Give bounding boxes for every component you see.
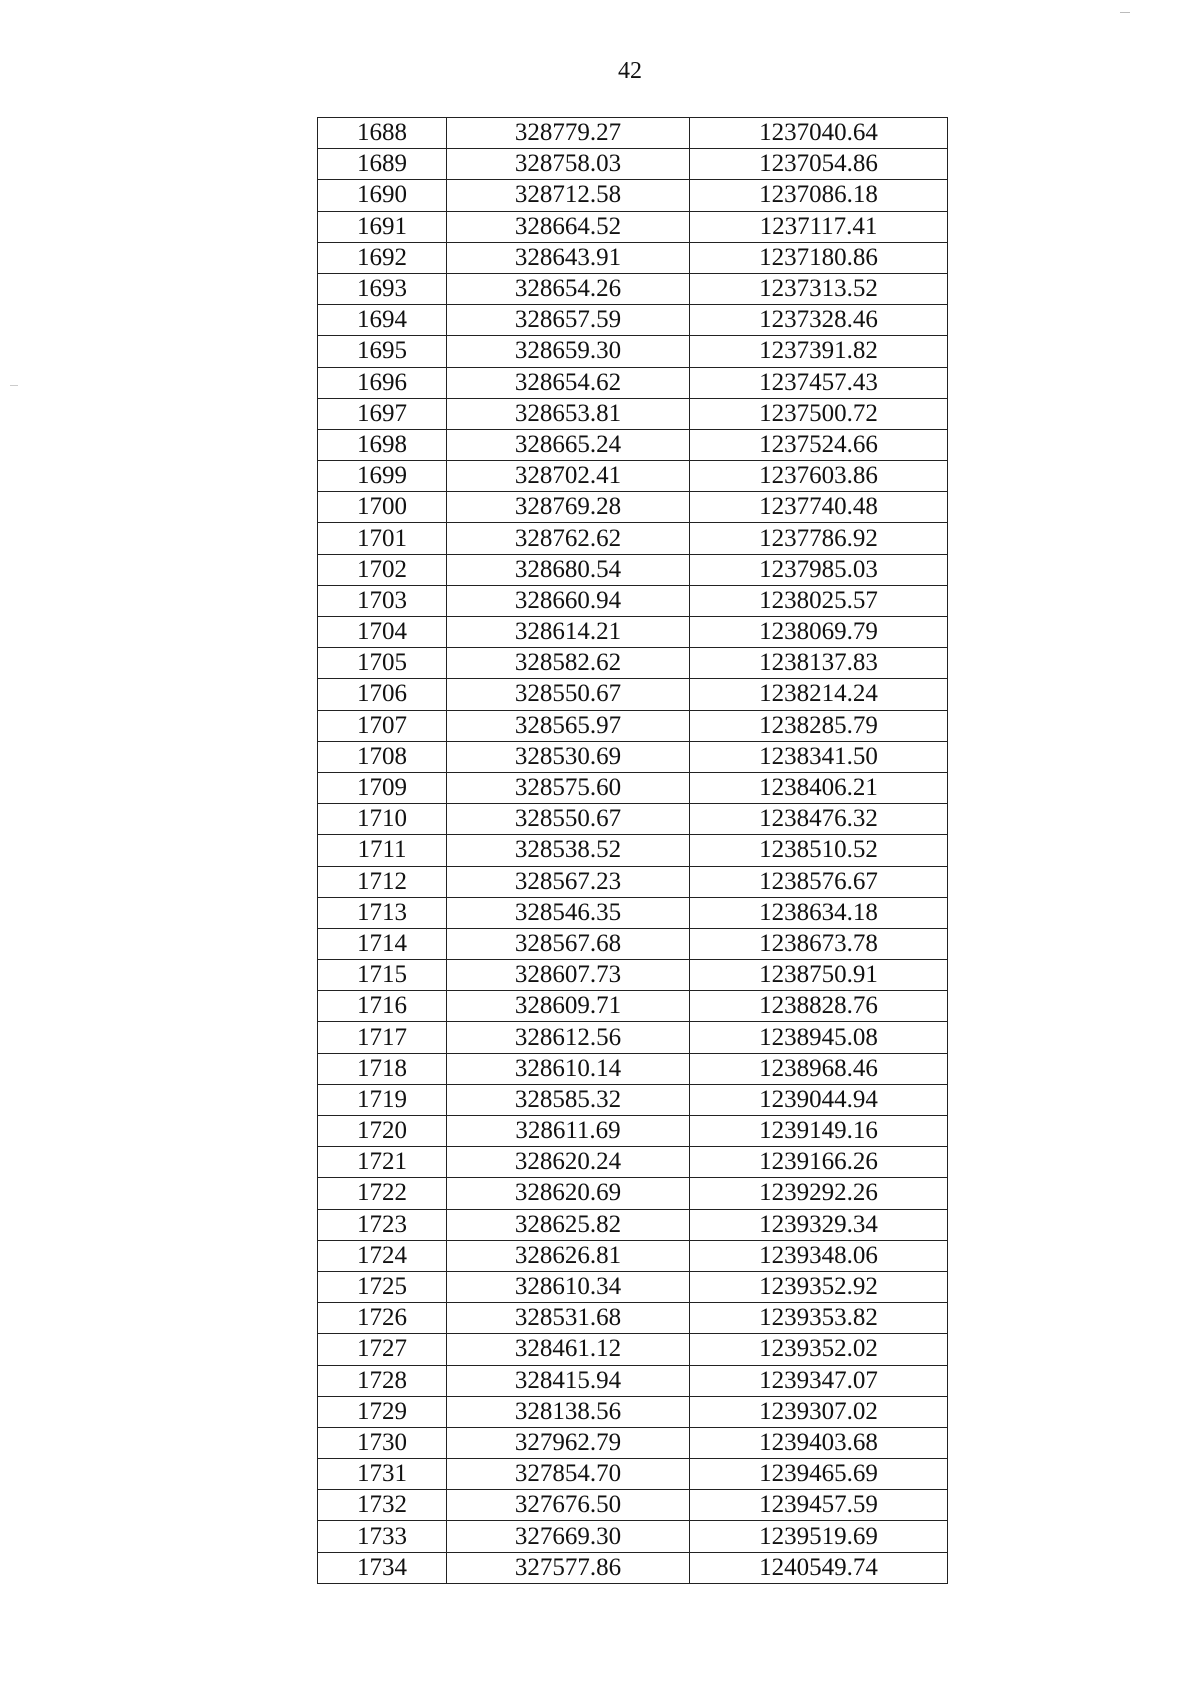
point-number-cell: 1690 [318, 180, 447, 211]
table-row [318, 585, 948, 616]
x-coordinate-cell: 328643.91 [447, 242, 690, 273]
y-coordinate-cell: 1237740.48 [690, 492, 948, 523]
x-coordinate-cell: 328550.67 [447, 679, 690, 710]
point-number-cell: 1718 [318, 1053, 447, 1084]
point-number-cell: 1712 [318, 866, 447, 897]
table-row [318, 1053, 948, 1084]
table-row [318, 617, 948, 648]
y-coordinate-cell: 1239166.26 [690, 1147, 948, 1178]
point-number-cell: 1720 [318, 1116, 447, 1147]
x-coordinate-cell: 327577.86 [447, 1552, 690, 1583]
x-coordinate-cell: 328550.67 [447, 804, 690, 835]
y-coordinate-cell: 1237054.86 [690, 149, 948, 180]
point-number-cell: 1709 [318, 772, 447, 803]
point-number-cell: 1722 [318, 1178, 447, 1209]
x-coordinate-cell: 328612.56 [447, 1022, 690, 1053]
point-number-cell: 1713 [318, 897, 447, 928]
y-coordinate-cell: 1237040.64 [690, 118, 948, 149]
y-coordinate-cell: 1237500.72 [690, 398, 948, 429]
x-coordinate-cell: 327854.70 [447, 1459, 690, 1490]
y-coordinate-cell: 1237313.52 [690, 273, 948, 304]
y-coordinate-cell: 1237180.86 [690, 242, 948, 273]
coordinates-table [317, 117, 948, 1584]
y-coordinate-cell: 1237391.82 [690, 336, 948, 367]
point-number-cell: 1714 [318, 928, 447, 959]
x-coordinate-cell: 328680.54 [447, 554, 690, 585]
y-coordinate-cell: 1237985.03 [690, 554, 948, 585]
x-coordinate-cell: 328620.69 [447, 1178, 690, 1209]
x-coordinate-cell: 327962.79 [447, 1427, 690, 1458]
point-number-cell: 1727 [318, 1334, 447, 1365]
x-coordinate-cell: 328620.24 [447, 1147, 690, 1178]
table-row [318, 429, 948, 460]
table-row [318, 180, 948, 211]
y-coordinate-cell: 1238214.24 [690, 679, 948, 710]
x-coordinate-cell: 328461.12 [447, 1334, 690, 1365]
y-coordinate-cell: 1240549.74 [690, 1552, 948, 1583]
scan-artifact-mark [1120, 12, 1130, 13]
x-coordinate-cell: 327669.30 [447, 1521, 690, 1552]
y-coordinate-cell: 1237524.66 [690, 429, 948, 460]
y-coordinate-cell: 1239149.16 [690, 1116, 948, 1147]
point-number-cell: 1698 [318, 429, 447, 460]
y-coordinate-cell: 1239347.07 [690, 1365, 948, 1396]
y-coordinate-cell: 1238673.78 [690, 928, 948, 959]
point-number-cell: 1705 [318, 648, 447, 679]
table-row [318, 772, 948, 803]
x-coordinate-cell: 328665.24 [447, 429, 690, 460]
table-row [318, 1396, 948, 1427]
x-coordinate-cell: 327676.50 [447, 1490, 690, 1521]
y-coordinate-cell: 1239352.02 [690, 1334, 948, 1365]
y-coordinate-cell: 1239353.82 [690, 1303, 948, 1334]
point-number-cell: 1701 [318, 523, 447, 554]
table-row [318, 1490, 948, 1521]
table-row [318, 211, 948, 242]
x-coordinate-cell: 328610.14 [447, 1053, 690, 1084]
point-number-cell: 1731 [318, 1459, 447, 1490]
table-row [318, 897, 948, 928]
table-row [318, 866, 948, 897]
x-coordinate-cell: 328626.81 [447, 1240, 690, 1271]
point-number-cell: 1716 [318, 991, 447, 1022]
x-coordinate-cell: 328657.59 [447, 305, 690, 336]
y-coordinate-cell: 1237086.18 [690, 180, 948, 211]
x-coordinate-cell: 328654.26 [447, 273, 690, 304]
y-coordinate-cell: 1238285.79 [690, 710, 948, 741]
point-number-cell: 1728 [318, 1365, 447, 1396]
x-coordinate-cell: 328659.30 [447, 336, 690, 367]
x-coordinate-cell: 328779.27 [447, 118, 690, 149]
y-coordinate-cell: 1237328.46 [690, 305, 948, 336]
x-coordinate-cell: 328609.71 [447, 991, 690, 1022]
table-row [318, 523, 948, 554]
x-coordinate-cell: 328654.62 [447, 367, 690, 398]
x-coordinate-cell: 328660.94 [447, 585, 690, 616]
point-number-cell: 1708 [318, 741, 447, 772]
table-row [318, 305, 948, 336]
point-number-cell: 1706 [318, 679, 447, 710]
table-row [318, 149, 948, 180]
y-coordinate-cell: 1239519.69 [690, 1521, 948, 1552]
x-coordinate-cell: 328575.60 [447, 772, 690, 803]
point-number-cell: 1692 [318, 242, 447, 273]
point-number-cell: 1691 [318, 211, 447, 242]
table-row [318, 118, 948, 149]
table-row [318, 1303, 948, 1334]
table-row [318, 1365, 948, 1396]
table-row [318, 1459, 948, 1490]
point-number-cell: 1719 [318, 1084, 447, 1115]
x-coordinate-cell: 328611.69 [447, 1116, 690, 1147]
y-coordinate-cell: 1239329.34 [690, 1209, 948, 1240]
point-number-cell: 1707 [318, 710, 447, 741]
point-number-cell: 1721 [318, 1147, 447, 1178]
point-number-cell: 1699 [318, 461, 447, 492]
y-coordinate-cell: 1238137.83 [690, 648, 948, 679]
y-coordinate-cell: 1239044.94 [690, 1084, 948, 1115]
point-number-cell: 1696 [318, 367, 447, 398]
point-number-cell: 1715 [318, 960, 447, 991]
point-number-cell: 1711 [318, 835, 447, 866]
point-number-cell: 1729 [318, 1396, 447, 1427]
table-row [318, 1271, 948, 1302]
point-number-cell: 1700 [318, 492, 447, 523]
x-coordinate-cell: 328614.21 [447, 617, 690, 648]
y-coordinate-cell: 1239307.02 [690, 1396, 948, 1427]
table-row [318, 1022, 948, 1053]
table-row [318, 1147, 948, 1178]
point-number-cell: 1697 [318, 398, 447, 429]
table-row [318, 1334, 948, 1365]
table-row [318, 336, 948, 367]
y-coordinate-cell: 1239348.06 [690, 1240, 948, 1271]
table-row [318, 1552, 948, 1583]
table-row [318, 461, 948, 492]
y-coordinate-cell: 1238968.46 [690, 1053, 948, 1084]
x-coordinate-cell: 328712.58 [447, 180, 690, 211]
x-coordinate-cell: 328138.56 [447, 1396, 690, 1427]
point-number-cell: 1703 [318, 585, 447, 616]
point-number-cell: 1730 [318, 1427, 447, 1458]
table-row [318, 492, 948, 523]
x-coordinate-cell: 328664.52 [447, 211, 690, 242]
table-row [318, 991, 948, 1022]
y-coordinate-cell: 1239352.92 [690, 1271, 948, 1302]
y-coordinate-cell: 1238025.57 [690, 585, 948, 616]
y-coordinate-cell: 1238945.08 [690, 1022, 948, 1053]
point-number-cell: 1693 [318, 273, 447, 304]
point-number-cell: 1734 [318, 1552, 447, 1583]
table-row [318, 804, 948, 835]
x-coordinate-cell: 328530.69 [447, 741, 690, 772]
point-number-cell: 1710 [318, 804, 447, 835]
table-row [318, 1116, 948, 1147]
table-row [318, 1521, 948, 1552]
point-number-cell: 1704 [318, 617, 447, 648]
x-coordinate-cell: 328567.68 [447, 928, 690, 959]
x-coordinate-cell: 328702.41 [447, 461, 690, 492]
x-coordinate-cell: 328762.62 [447, 523, 690, 554]
table-row [318, 398, 948, 429]
point-number-cell: 1688 [318, 118, 447, 149]
point-number-cell: 1723 [318, 1209, 447, 1240]
x-coordinate-cell: 328769.28 [447, 492, 690, 523]
table-row [318, 928, 948, 959]
y-coordinate-cell: 1238828.76 [690, 991, 948, 1022]
point-number-cell: 1725 [318, 1271, 447, 1302]
x-coordinate-cell: 328415.94 [447, 1365, 690, 1396]
y-coordinate-cell: 1237786.92 [690, 523, 948, 554]
y-coordinate-cell: 1237603.86 [690, 461, 948, 492]
table-row [318, 1209, 948, 1240]
table-row [318, 835, 948, 866]
x-coordinate-cell: 328538.52 [447, 835, 690, 866]
y-coordinate-cell: 1238750.91 [690, 960, 948, 991]
point-number-cell: 1695 [318, 336, 447, 367]
y-coordinate-cell: 1238576.67 [690, 866, 948, 897]
x-coordinate-cell: 328610.34 [447, 1271, 690, 1302]
y-coordinate-cell: 1238510.52 [690, 835, 948, 866]
table-row [318, 679, 948, 710]
table-row [318, 710, 948, 741]
table-row [318, 367, 948, 398]
table-row [318, 960, 948, 991]
point-number-cell: 1694 [318, 305, 447, 336]
x-coordinate-cell: 328758.03 [447, 149, 690, 180]
y-coordinate-cell: 1239465.69 [690, 1459, 948, 1490]
table-row [318, 1427, 948, 1458]
table-row [318, 554, 948, 585]
point-number-cell: 1733 [318, 1521, 447, 1552]
y-coordinate-cell: 1238634.18 [690, 897, 948, 928]
y-coordinate-cell: 1239457.59 [690, 1490, 948, 1521]
y-coordinate-cell: 1238406.21 [690, 772, 948, 803]
x-coordinate-cell: 328625.82 [447, 1209, 690, 1240]
x-coordinate-cell: 328546.35 [447, 897, 690, 928]
x-coordinate-cell: 328531.68 [447, 1303, 690, 1334]
x-coordinate-cell: 328607.73 [447, 960, 690, 991]
scan-artifact-mark-left [10, 385, 18, 386]
point-number-cell: 1732 [318, 1490, 447, 1521]
x-coordinate-cell: 328582.62 [447, 648, 690, 679]
table-row [318, 273, 948, 304]
table-row [318, 1178, 948, 1209]
y-coordinate-cell: 1238069.79 [690, 617, 948, 648]
y-coordinate-cell: 1237457.43 [690, 367, 948, 398]
y-coordinate-cell: 1239292.26 [690, 1178, 948, 1209]
table-row [318, 1240, 948, 1271]
y-coordinate-cell: 1239403.68 [690, 1427, 948, 1458]
table-row [318, 741, 948, 772]
table-row [318, 1084, 948, 1115]
y-coordinate-cell: 1238341.50 [690, 741, 948, 772]
point-number-cell: 1689 [318, 149, 447, 180]
x-coordinate-cell: 328653.81 [447, 398, 690, 429]
point-number-cell: 1726 [318, 1303, 447, 1334]
table-row [318, 648, 948, 679]
x-coordinate-cell: 328565.97 [447, 710, 690, 741]
y-coordinate-cell: 1238476.32 [690, 804, 948, 835]
x-coordinate-cell: 328585.32 [447, 1084, 690, 1115]
point-number-cell: 1724 [318, 1240, 447, 1271]
coordinates-table-body [318, 118, 948, 1584]
point-number-cell: 1702 [318, 554, 447, 585]
table-row [318, 242, 948, 273]
point-number-cell: 1717 [318, 1022, 447, 1053]
x-coordinate-cell: 328567.23 [447, 866, 690, 897]
page-number: 42 [618, 58, 642, 84]
y-coordinate-cell: 1237117.41 [690, 211, 948, 242]
